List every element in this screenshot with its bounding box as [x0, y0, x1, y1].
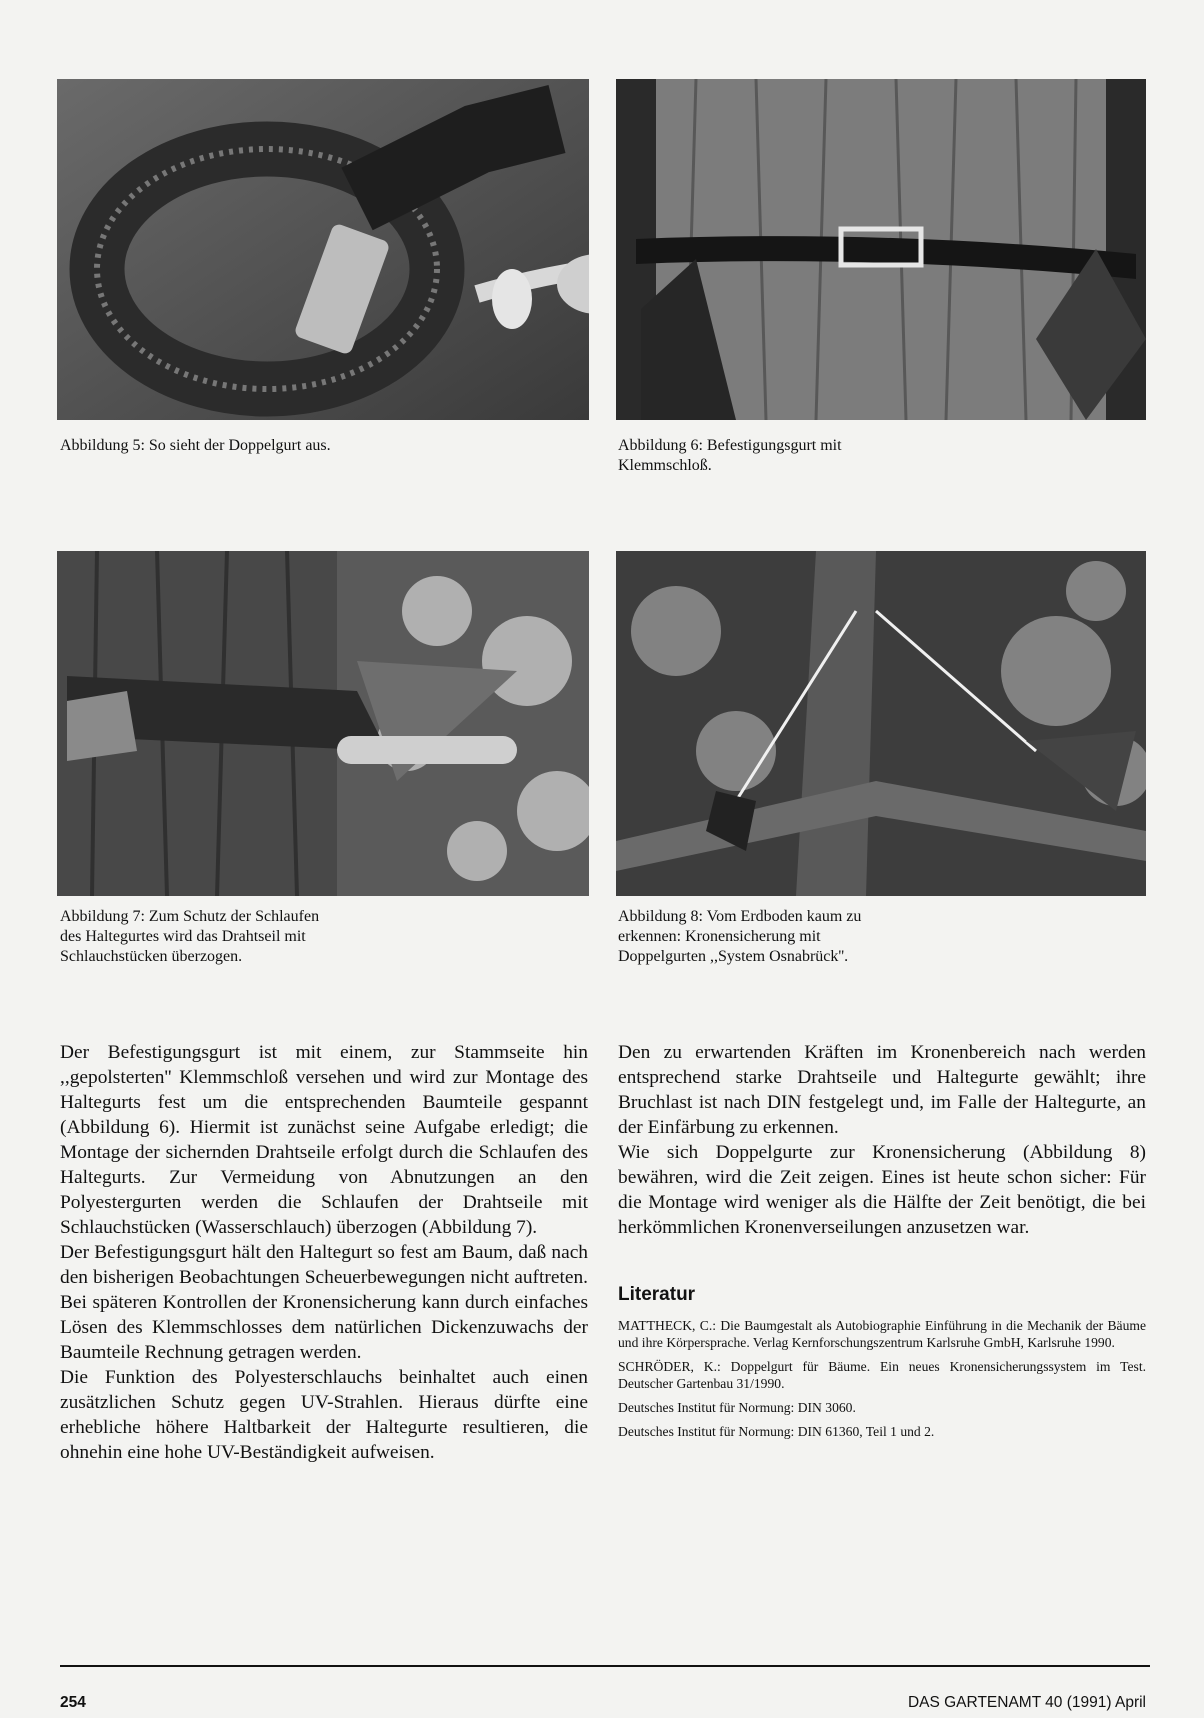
figure-7-photo [57, 551, 589, 896]
figure-5-caption: Abbildung 5: So sieht der Doppelgurt aus. [60, 437, 331, 454]
journal-info: DAS GARTENAMT 40 (1991) April [907, 1694, 1146, 1711]
figure-6-caption: Abbildung 6: Befestigungsgurt mit Klemmschloß. [618, 437, 842, 474]
reference: SCHRÖDER, K.: Doppelgurt für Bäume. Ein neues Kronensicherungssystem im Test. Deutscher Gartenbau 31/1990. [618, 1359, 1146, 1391]
paragraph: Wie sich Doppelgurte zur Kronensicherung (Abbildung 8) bewähren, wird die Zeit zeigen. Eines ist heute schon sicher: Für die Montage wird weniger als die Hälfte der Zeit benötigt, die bei herkömmlichen Kronenverseilungen anzusetzen war. [618, 1142, 1146, 1238]
left-column-text [60, 1040, 588, 1465]
paragraph: Der Befestigungsgurt ist mit einem, zur Stammseite hin ,,gepolsterten'' Klemmschloß versehen und wird zur Montage des Haltegurts fest um die entsprechenden Baumteile gespannt (Abbildung 6). Hiermit ist zunächst seine Aufgabe erledigt; die Montage der sichernden Drahtseile erfolgt durch die Schlaufen des Haltegurts. Zur Vermeidung von Abnutzungen an den Polyestergurten werden die Schlaufen der Drahtseile mit Schlauchstücken (Wasserschlauch) überzogen (Abbildung 7). [60, 1042, 588, 1238]
figure-6-photo [616, 79, 1146, 420]
paragraph: Die Funktion des Polyesterschlauchs beinhaltet auch einen zusätzlichen Schutz gegen UV-Strahlen. Hieraus dürfte eine erhebliche höhere Haltbarkeit der Haltegurte resultieren, die ohnehin eine hohe UV-Beständigkeit aufweisen. [60, 1367, 588, 1463]
figure-7-caption: Abbildung 7: Zum Schutz der Schlaufen des Haltegurtes wird das Drahtseil mit Schlauchstücken überzogen. [60, 908, 320, 965]
reference: Deutsches Institut für Normung: DIN 3060. [618, 1400, 856, 1415]
reference: Deutsches Institut für Normung: DIN 61360, Teil 1 und 2. [618, 1424, 935, 1439]
literature-heading: Literatur [618, 1284, 696, 1305]
figure-8-photo [616, 551, 1146, 896]
page-number: 254 [60, 1694, 86, 1711]
reference: MATTHECK, C.: Die Baumgestalt als Autobiographie Einführung in die Mechanik der Bäume und ihre Körpersprache. Verlag Kernforschungszentrum Karlsruhe GmbH, Karlsruhe 1990. [618, 1318, 1146, 1350]
right-column-text [618, 1040, 1146, 1240]
paragraph: Der Befestigungsgurt hält den Haltegurt so fest am Baum, daß nach den bisherigen Beobachtungen Scheuerbewegungen nicht auftreten. Bei späteren Kontrollen der Kronensicherung kann durch einfaches Lösen des Klemmschlosses dem natürlichen Dickenzuwachs der Baumteile Rechnung getragen werden. [60, 1242, 588, 1363]
footer-rule [60, 1665, 1150, 1667]
literature-list [618, 1317, 1146, 1447]
figure-8-caption: Abbildung 8: Vom Erdboden kaum zu erkennen: Kronensicherung mit Doppelgurten ,,System Osnabrück''. [618, 908, 862, 965]
paragraph: Den zu erwartenden Kräften im Kronenbereich nach werden entsprechend starke Drahtseile und Haltegurte gewählt; ihre Bruchlast ist nach DIN festgelegt und, im Falle der Haltegurte, an der Einfärbung zu erkennen. [618, 1042, 1146, 1138]
figure-5-photo [57, 79, 589, 420]
